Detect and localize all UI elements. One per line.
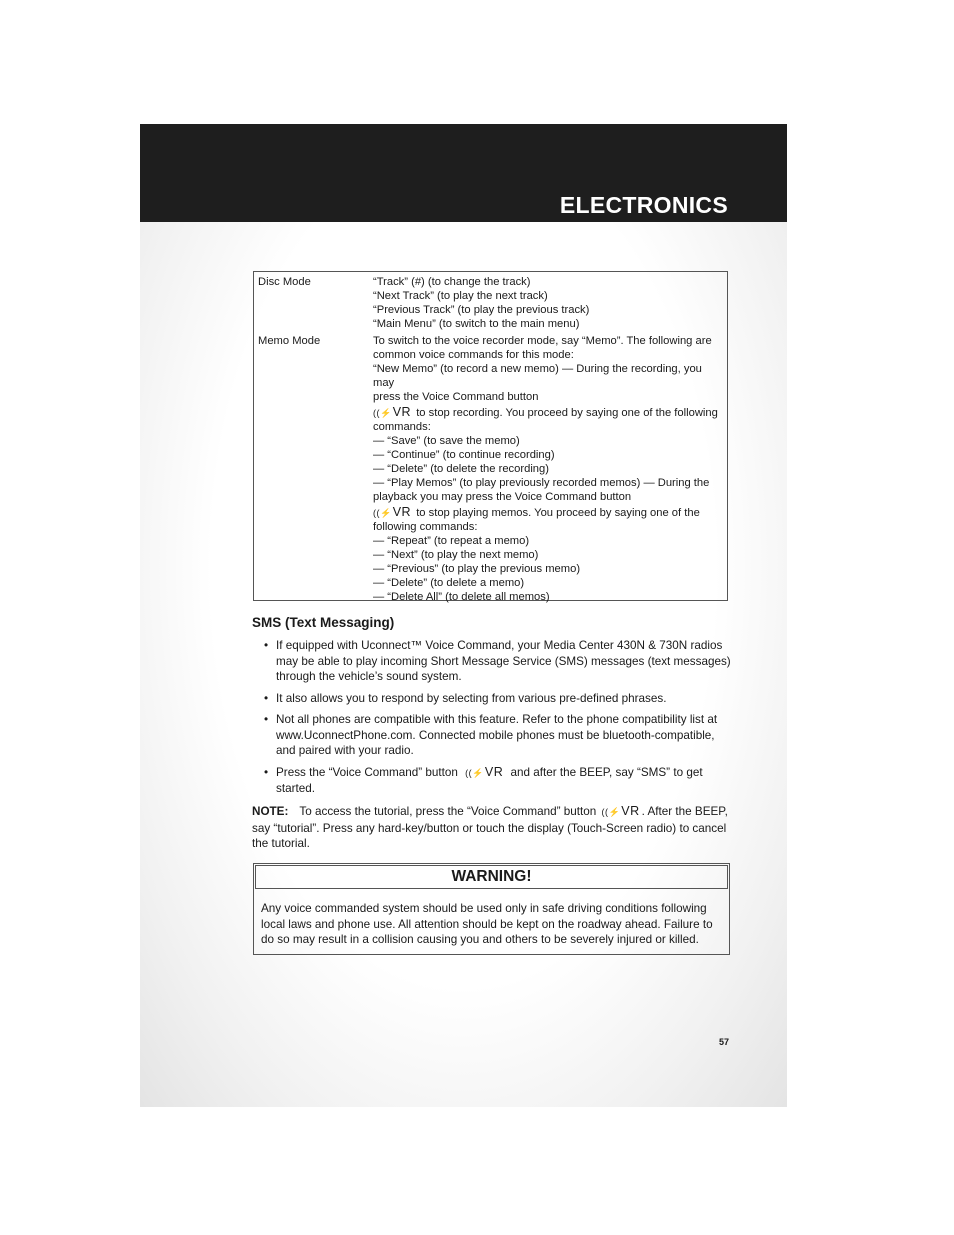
- list-item: • It also allows you to respond by selecting from various pre-defined phrases.: [264, 691, 667, 705]
- table-line: — “Continue” (to continue recording): [373, 449, 555, 461]
- bullet-dot: •: [264, 713, 269, 726]
- table-line: press the Voice Command button: [373, 391, 539, 403]
- voice-command-icon: ((⚡VR: [373, 405, 412, 419]
- table-line: commands:: [373, 421, 431, 433]
- warning-title: WARNING!: [255, 865, 728, 889]
- list-item: • Press the “Voice Command” button ((⚡VR and after the BEEP, say “SMS” to get started.: [264, 764, 703, 795]
- table-line: — “Save” (to save the memo): [373, 435, 520, 447]
- manual-page: [140, 124, 787, 1107]
- note-label: NOTE:: [252, 805, 289, 818]
- voice-command-table: [253, 271, 728, 601]
- note-paragraph: NOTE: To access the tutorial, press the “Voice Command” button ((⚡VR . After the BEEP, say “tutorial”. Press any hard-key/button or touch the display (Touch-Screen radio) to cancel the tutorial.: [252, 804, 728, 850]
- disc-mode-label: Disc Mode: [258, 276, 311, 288]
- table-line: following commands:: [373, 521, 478, 533]
- section-header: [140, 124, 787, 222]
- voice-command-icon: ((⚡VR: [373, 505, 412, 519]
- warning-box: [253, 863, 730, 955]
- table-line: — “Play Memos” (to play previously recorded memos) — During the: [373, 477, 710, 489]
- table-line: — “Repeat” (to repeat a memo): [373, 535, 530, 547]
- table-line: “Previous Track” (to play the previous track): [373, 304, 590, 316]
- table-line: — “Delete All” (to delete all memos): [373, 591, 550, 603]
- table-line: “New Memo” (to record a new memo) — During the recording, you may: [373, 363, 702, 389]
- table-line: — “Previous” (to play the previous memo): [373, 563, 581, 575]
- sms-section-heading: SMS (Text Messaging): [252, 615, 395, 630]
- table-line: “Main Menu” (to switch to the main menu): [373, 318, 580, 330]
- voice-command-icon: ((⚡VR: [601, 804, 640, 818]
- bullet-dot: •: [264, 691, 269, 705]
- sms-bullet-list: [264, 638, 734, 803]
- voice-command-icon: ((⚡VR: [465, 764, 504, 779]
- table-line: playback you may press the Voice Command button: [373, 491, 632, 503]
- table-line: ((⚡VR to stop playing memos. You proceed by saying one of the: [373, 505, 700, 519]
- list-item: • Not all phones are compatible with this feature. Refer to the phone compatibility list at www.UconnectPhone.com. Connected mobile phones must be bluetooth-compatible, and paired with your radio.: [264, 713, 718, 757]
- page-number: 57: [718, 1037, 729, 1047]
- warning-text: Any voice commanded system should be used only in safe driving conditions following local laws and phone use. All attention should be kept on the roadway ahead. Failure to do so may result in a collision causing you and others to be severely injured or killed.: [261, 902, 713, 946]
- memo-mode-label: Memo Mode: [258, 335, 321, 347]
- table-line: “Track” (#) (to change the track): [373, 276, 531, 288]
- table-line: — “Delete” (to delete the recording): [373, 463, 549, 475]
- table-line: To switch to the voice recorder mode, say “Memo”. The following are: [373, 335, 712, 347]
- disc-mode-commands: [373, 275, 723, 331]
- table-line: — “Delete” (to delete a memo): [373, 577, 525, 589]
- table-line: “Next Track” (to play the next track): [373, 290, 548, 302]
- table-line: — “Next” (to play the next memo): [373, 549, 539, 561]
- bullet-dot: •: [264, 639, 269, 652]
- section-title: ELECTRONICS: [559, 192, 728, 218]
- list-item: • If equipped with Uconnect™ Voice Command, your Media Center 430N & 730N radios may be able to play incoming Short Message Service (SMS) messages (text messages) through the vehicle’s sound system.: [264, 639, 731, 683]
- table-line: common voice commands for this mode:: [373, 349, 574, 361]
- table-line: ((⚡VR to stop recording. You proceed by saying one of the following: [373, 405, 718, 419]
- bullet-dot: •: [264, 765, 269, 779]
- memo-mode-commands: [373, 334, 723, 604]
